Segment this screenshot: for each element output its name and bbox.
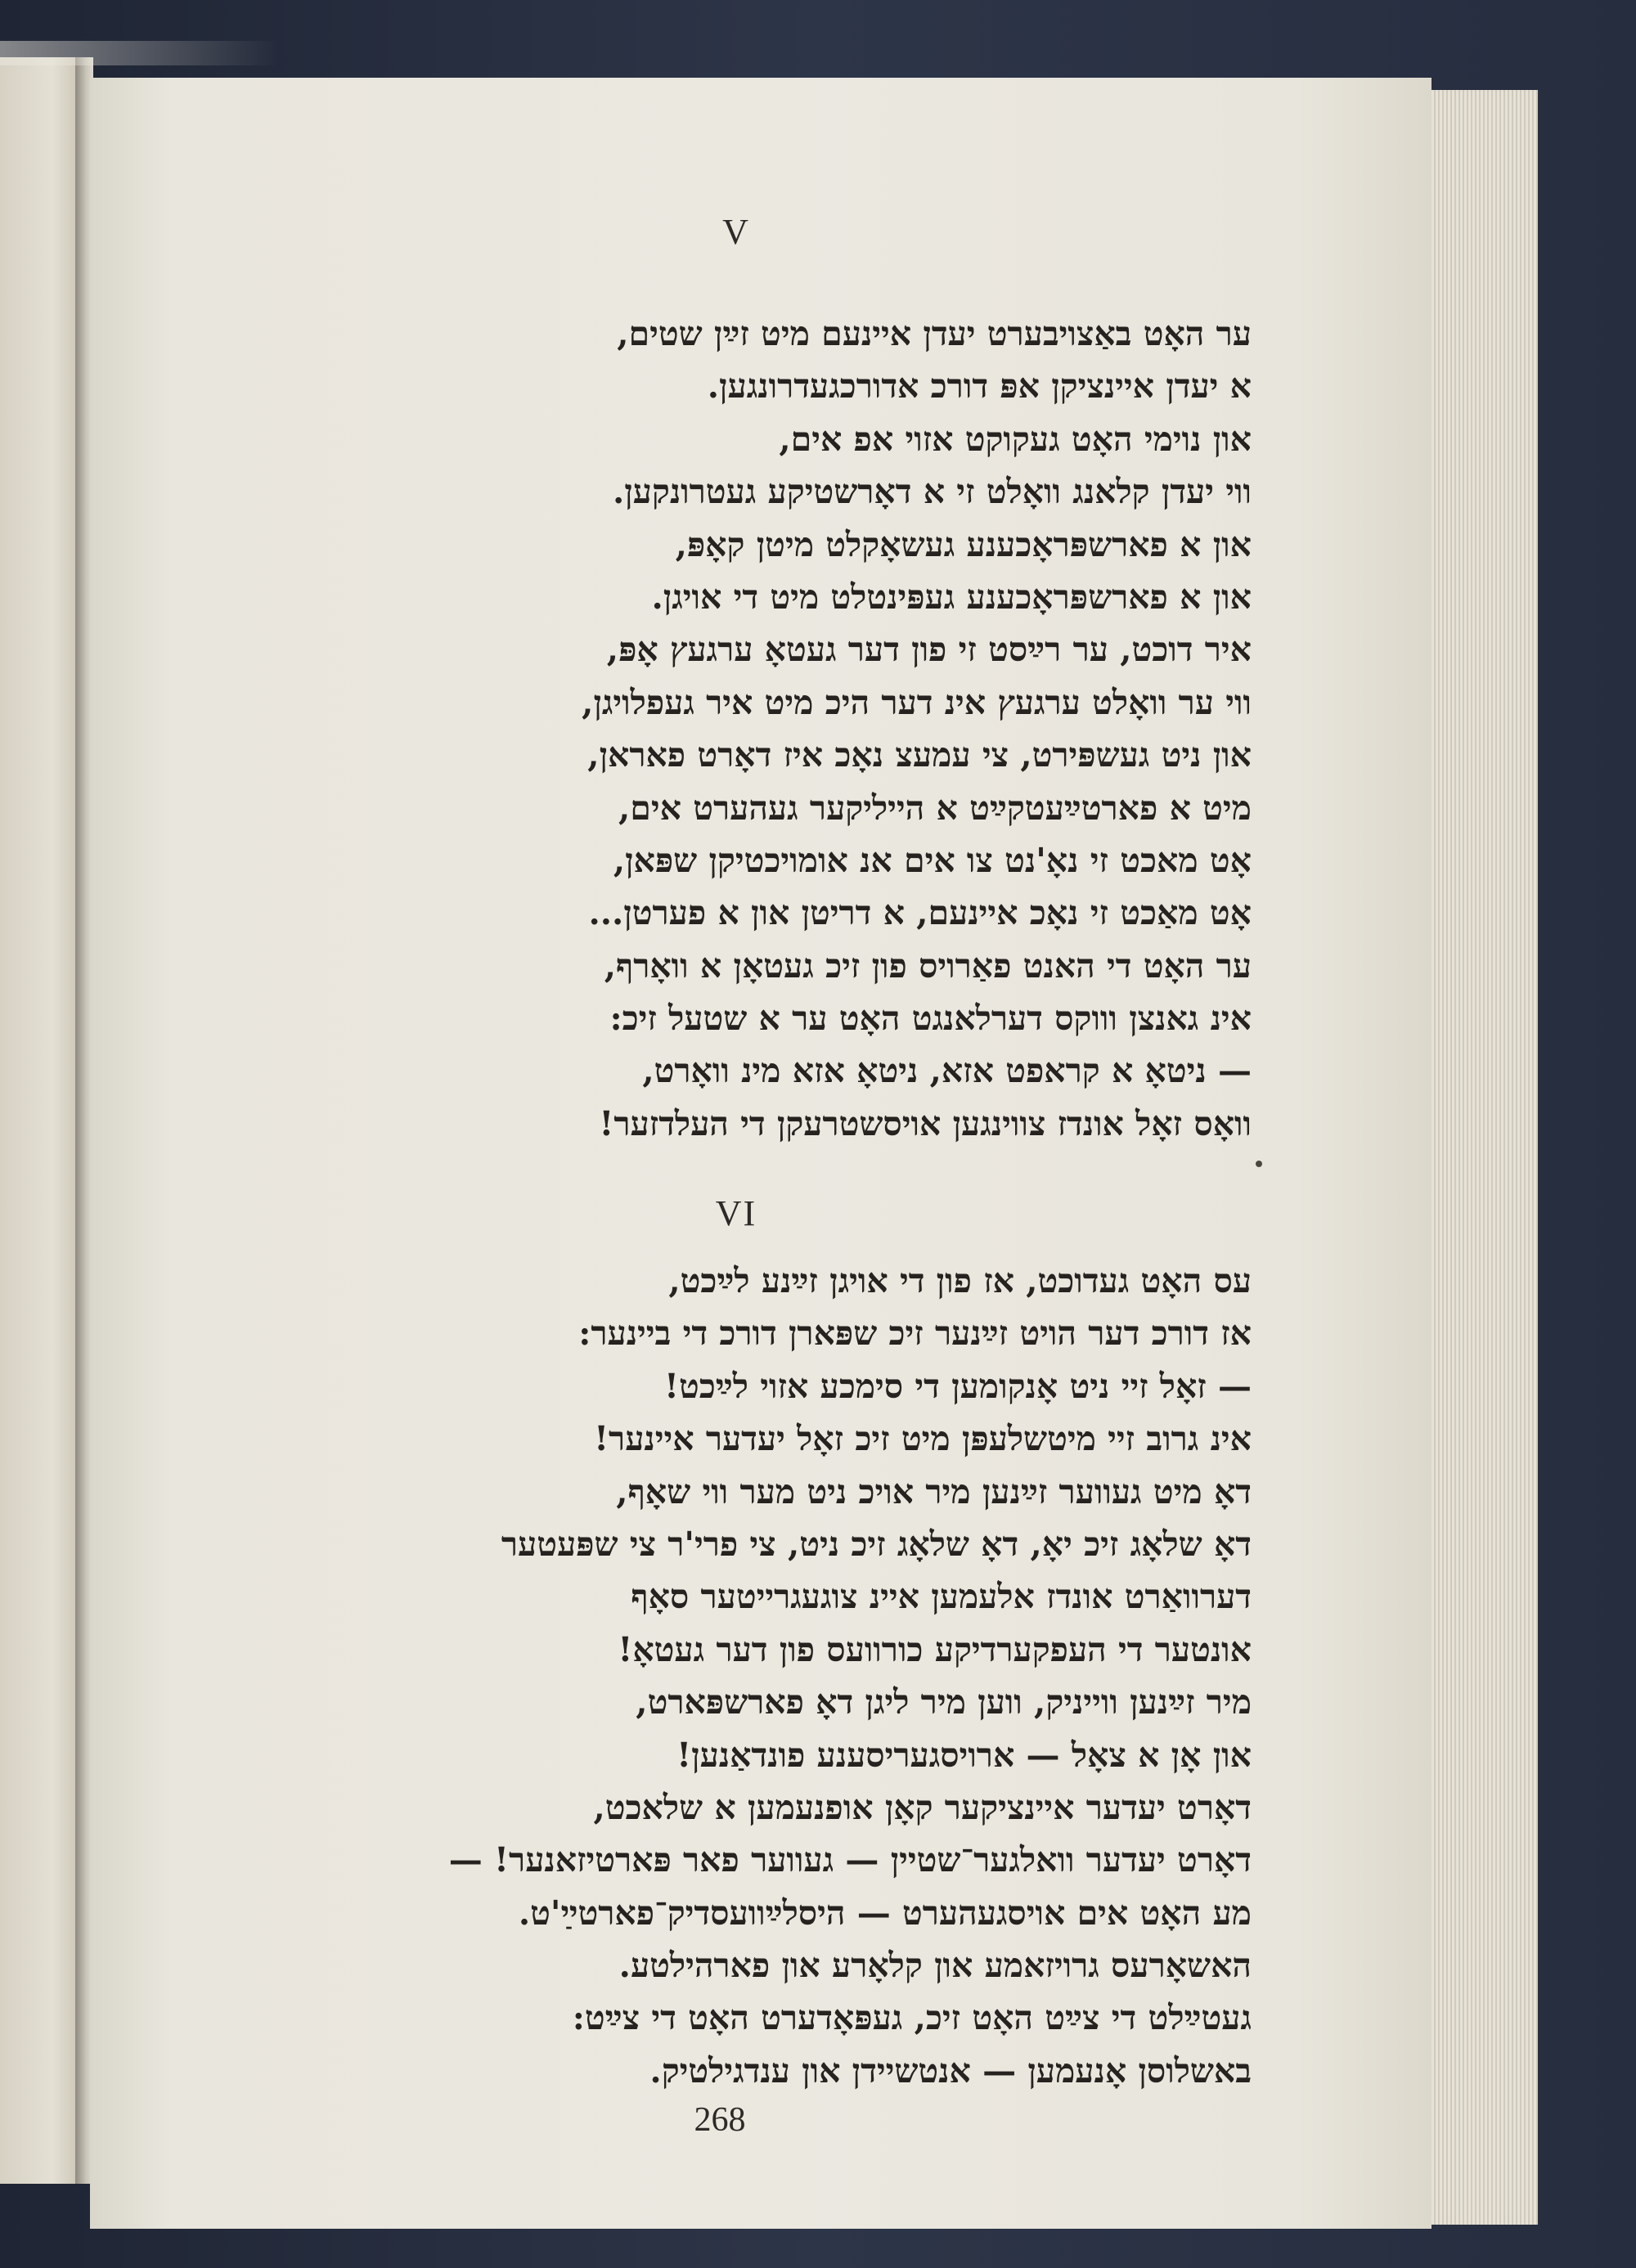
stray-dot — [1256, 1161, 1262, 1167]
verse-line: מיר זײַנען ווייניק, ווען מיר ליגן דאָ פארשפּארט, — [636, 1682, 1252, 1722]
verse-line: מע האָט אים אויסגעהערט — היסלײַוועסדיק־פארטײַ'ט. — [518, 1893, 1252, 1933]
verse-line: און א פארשפּראָכענע געפּינטלט מיט די אויגן. — [651, 577, 1252, 617]
verse-line: האשאָרעס גרויזאמע און קלאָרע און פארהילטע. — [618, 1946, 1252, 1986]
verse-line: אָט מאַכט זי נאָכ איינעם, א דריטן און א פערטן... — [588, 893, 1252, 933]
verse-line: אונטער די העפקערדיקע כורוועס פון דער געטאָ! — [618, 1629, 1252, 1669]
verse-line: געטײַלט די צײַט האָט זיכ, געפּאָדערט האָט די צײַט: — [572, 1998, 1252, 2038]
verse-line: אָט מאכט זי נאָ'נט צו אים אנ אומויכטיקן שפּאן, — [613, 840, 1252, 880]
page-number: 268 — [694, 2101, 746, 2139]
verse-line: א יעדן איינציקן אפּ דורכ אדורכגעדרונגען. — [707, 366, 1252, 406]
verse-line: וואָס זאָל אונדז צווינגען אויסשטרעקן די העלדזער! — [599, 1103, 1252, 1143]
verse-line: אינ גאנצן וווקס דערלאנגט האָט ער א שטעל זיכ: — [609, 999, 1252, 1039]
verse-line: און ניט געשפּירט, צי עמעצ נאָכ איז דאָרט פאראן, — [587, 735, 1252, 775]
verse-line: דערוואַרט אונדז אלעמען איינ צוגעגרייטער סאָף — [631, 1577, 1252, 1617]
verse-line: באשלוסן אָנעמען — אנטשיידן און ענדגילטיק. — [649, 2050, 1252, 2091]
verse-line: און נוימי האָט געקוקט אזוי אפ אים, — [779, 419, 1252, 459]
verse-line: דאָרט יעדער וואלגער־שטיין — געווער פאר פּארטיזאנער! — — [448, 1840, 1252, 1880]
verse-line: און א פארשפּראָכענע געשאָקלט מיטן קאָפּ, — [675, 524, 1252, 564]
spine-scuff — [0, 41, 278, 65]
section-heading-vi: VI — [715, 1193, 757, 1233]
left-page-edge — [0, 57, 79, 2184]
verse-line: דאָ שלאָג זיכ יאָ, דאָ שלאָג זיכ ניט, צי פרי'ר צי שפּעטער — [501, 1524, 1252, 1564]
section-heading-v: V — [722, 212, 750, 252]
stanza-v — [74, 308, 1252, 1150]
page-edges — [1422, 90, 1538, 2225]
verse-line: ער האָט די האנט פאַרויס פון זיכ געטאָן א וואָרף, — [604, 945, 1252, 986]
verse-line: — ניטאָ א קראפט אזא, ניטאָ אזא מינ וואָרט, — [642, 1051, 1252, 1091]
verse-line: דאָרט יעדער איינציקער קאָן אופנעמען א שלאכט, — [593, 1787, 1252, 1827]
verse-line: ווי ער וואָלט ערגעץ אינ דער היכ מיט איר געפלויגן, — [582, 682, 1252, 722]
verse-line: — זאָל זיי ניט אָנקומען די סימכע אזוי לײַכט! — [663, 1366, 1252, 1406]
verse-line: דאָ מיט געווער זײַנען מיר אויכ ניט מער ווי שאָף, — [616, 1471, 1252, 1511]
verse-line: ער האָט באַצויבערט יעדן איינעם מיט זײַן שטים, — [617, 314, 1252, 353]
verse-line: איר דוכט, ער רײַסט זי פון דער געטאָ ערגעץ אָפּ, — [606, 630, 1252, 670]
verse-line: ווי יעדן קלאנג וואָלט זי א דאָרשטיקע געטרונקען. — [612, 472, 1252, 512]
verse-line: אז דורכ דער הויט זײַנער זיכ שפּארן דורכ די ביינער: — [578, 1314, 1252, 1354]
stanza-vi — [74, 1255, 1252, 2097]
verse-line: עס האָט געדוכט, אז פון די אויגן זײַנע לײַכט, — [668, 1261, 1252, 1300]
verse-line: אינ גרוב זיי מיטשלעפּן מיט זיכ זאָל יעדער איינער! — [594, 1419, 1252, 1459]
verse-line: און אָן א צאָל — ארויסגעריסענע פונדאַנען! — [676, 1735, 1252, 1775]
verse-line: מיט א פארטײַעטקײַט א הייליקער געהערט אים, — [618, 788, 1252, 828]
